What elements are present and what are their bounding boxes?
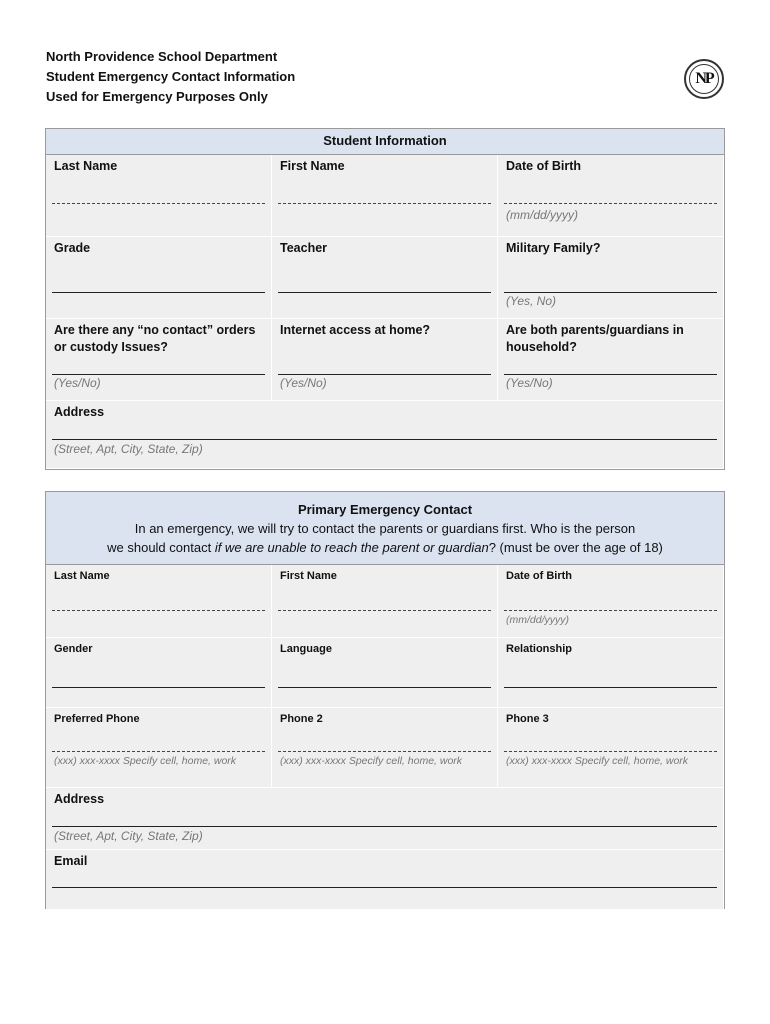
field-label: Grade [54, 241, 91, 255]
input-line[interactable] [52, 374, 265, 375]
contact-address-field[interactable] [46, 788, 724, 850]
student-information-section [45, 128, 725, 470]
section-header [46, 492, 724, 565]
input-line[interactable] [52, 687, 265, 688]
field-hint: (Street, Apt, City, State, Zip) [54, 442, 203, 456]
contact-phone3-field[interactable] [498, 708, 724, 788]
input-line[interactable] [504, 374, 717, 375]
field-hint: (Yes/No) [280, 376, 327, 390]
field-label: Military Family? [506, 241, 601, 255]
field-label: First Name [280, 159, 345, 173]
student-no-contact-field[interactable] [46, 319, 272, 401]
field-hint: (xxx) xxx-xxxx Specify cell, home, work [280, 755, 463, 767]
primary-emergency-contact-section [45, 491, 725, 909]
field-label: Last Name [54, 159, 118, 173]
field-label: Address [54, 405, 105, 419]
field-label: Gender [54, 643, 93, 655]
section-description-line2 [46, 538, 724, 557]
input-line[interactable] [504, 751, 717, 752]
field-label: Address [54, 792, 105, 806]
input-line[interactable] [52, 439, 717, 440]
input-line[interactable] [278, 610, 491, 611]
field-label: Phone 2 [280, 713, 323, 725]
student-both-parents-field[interactable] [498, 319, 724, 401]
contact-preferred-phone-field[interactable] [46, 708, 272, 788]
student-first-name-field[interactable] [272, 155, 498, 237]
field-label: Preferred Phone [54, 713, 140, 725]
section-description-line1: In an emergency, we will try to contact the parents or guardians first. Who is the person [134, 521, 636, 536]
field-label: Are both parents/guardians in household? [506, 323, 684, 354]
field-label: Phone 3 [506, 713, 549, 725]
school-logo [684, 59, 724, 99]
input-line[interactable] [278, 203, 491, 204]
field-hint: (mm/dd/yyyy) [506, 614, 569, 626]
field-hint: (xxx) xxx-xxxx Specify cell, home, work [54, 755, 237, 767]
input-line[interactable] [52, 292, 265, 293]
input-line[interactable] [278, 751, 491, 752]
field-hint: (Yes, No) [506, 294, 557, 308]
input-line[interactable] [504, 687, 717, 688]
field-hint: (Yes/No) [54, 376, 101, 390]
student-last-name-field[interactable] [46, 155, 272, 237]
input-line[interactable] [278, 292, 491, 293]
input-line[interactable] [504, 292, 717, 293]
input-line[interactable] [504, 203, 717, 204]
form-header [46, 47, 295, 107]
desc-text-c: ? (must be over the age of 18) [488, 540, 663, 555]
input-line[interactable] [52, 826, 717, 827]
field-label: First Name [280, 570, 337, 582]
student-military-field[interactable] [498, 237, 724, 319]
contact-first-name-field[interactable] [272, 565, 498, 638]
field-label: Relationship [506, 643, 573, 655]
form-title: Student Emergency Contact Information [46, 69, 296, 84]
contact-language-field[interactable] [272, 638, 498, 708]
contact-dob-field[interactable] [498, 565, 724, 638]
student-address-field[interactable] [46, 401, 724, 469]
school-name: North Providence School Department [46, 49, 278, 64]
section-header [46, 129, 724, 155]
student-dob-field[interactable] [498, 155, 724, 237]
desc-text-a: we should contact [107, 540, 215, 555]
contact-phone2-field[interactable] [272, 708, 498, 788]
desc-text-emphasis: if we are unable to reach the parent or guardian [214, 540, 489, 555]
field-hint: (Yes/No) [506, 376, 553, 390]
contact-relationship-field[interactable] [498, 638, 724, 708]
field-label: Email [54, 854, 88, 868]
student-grade-field[interactable] [46, 237, 272, 319]
contact-gender-field[interactable] [46, 638, 272, 708]
input-line[interactable] [52, 887, 717, 888]
input-line[interactable] [278, 687, 491, 688]
logo-text: NP [695, 70, 713, 87]
contact-last-name-field[interactable] [46, 565, 272, 638]
field-label: Internet access at home? [280, 323, 431, 337]
section-title: Student Information [323, 133, 447, 148]
input-line[interactable] [52, 751, 265, 752]
field-hint: (mm/dd/yyyy) [506, 208, 578, 222]
form-purpose: Used for Emergency Purposes Only [46, 89, 268, 104]
field-label: Date of Birth [506, 570, 572, 582]
input-line[interactable] [52, 610, 265, 611]
input-line[interactable] [278, 374, 491, 375]
section-title: Primary Emergency Contact [297, 502, 473, 517]
field-label: Last Name [54, 570, 110, 582]
field-label: Language [280, 643, 332, 655]
input-line[interactable] [52, 203, 265, 204]
field-hint: (Street, Apt, City, State, Zip) [54, 829, 203, 843]
field-hint: (xxx) xxx-xxxx Specify cell, home, work [506, 755, 689, 767]
field-label: Date of Birth [506, 159, 581, 173]
field-label: Are there any “no contact” orders or custody Issues? [54, 323, 256, 354]
student-internet-field[interactable] [272, 319, 498, 401]
contact-email-field[interactable] [46, 850, 724, 910]
field-label: Teacher [280, 241, 328, 255]
student-teacher-field[interactable] [272, 237, 498, 319]
input-line[interactable] [504, 610, 717, 611]
